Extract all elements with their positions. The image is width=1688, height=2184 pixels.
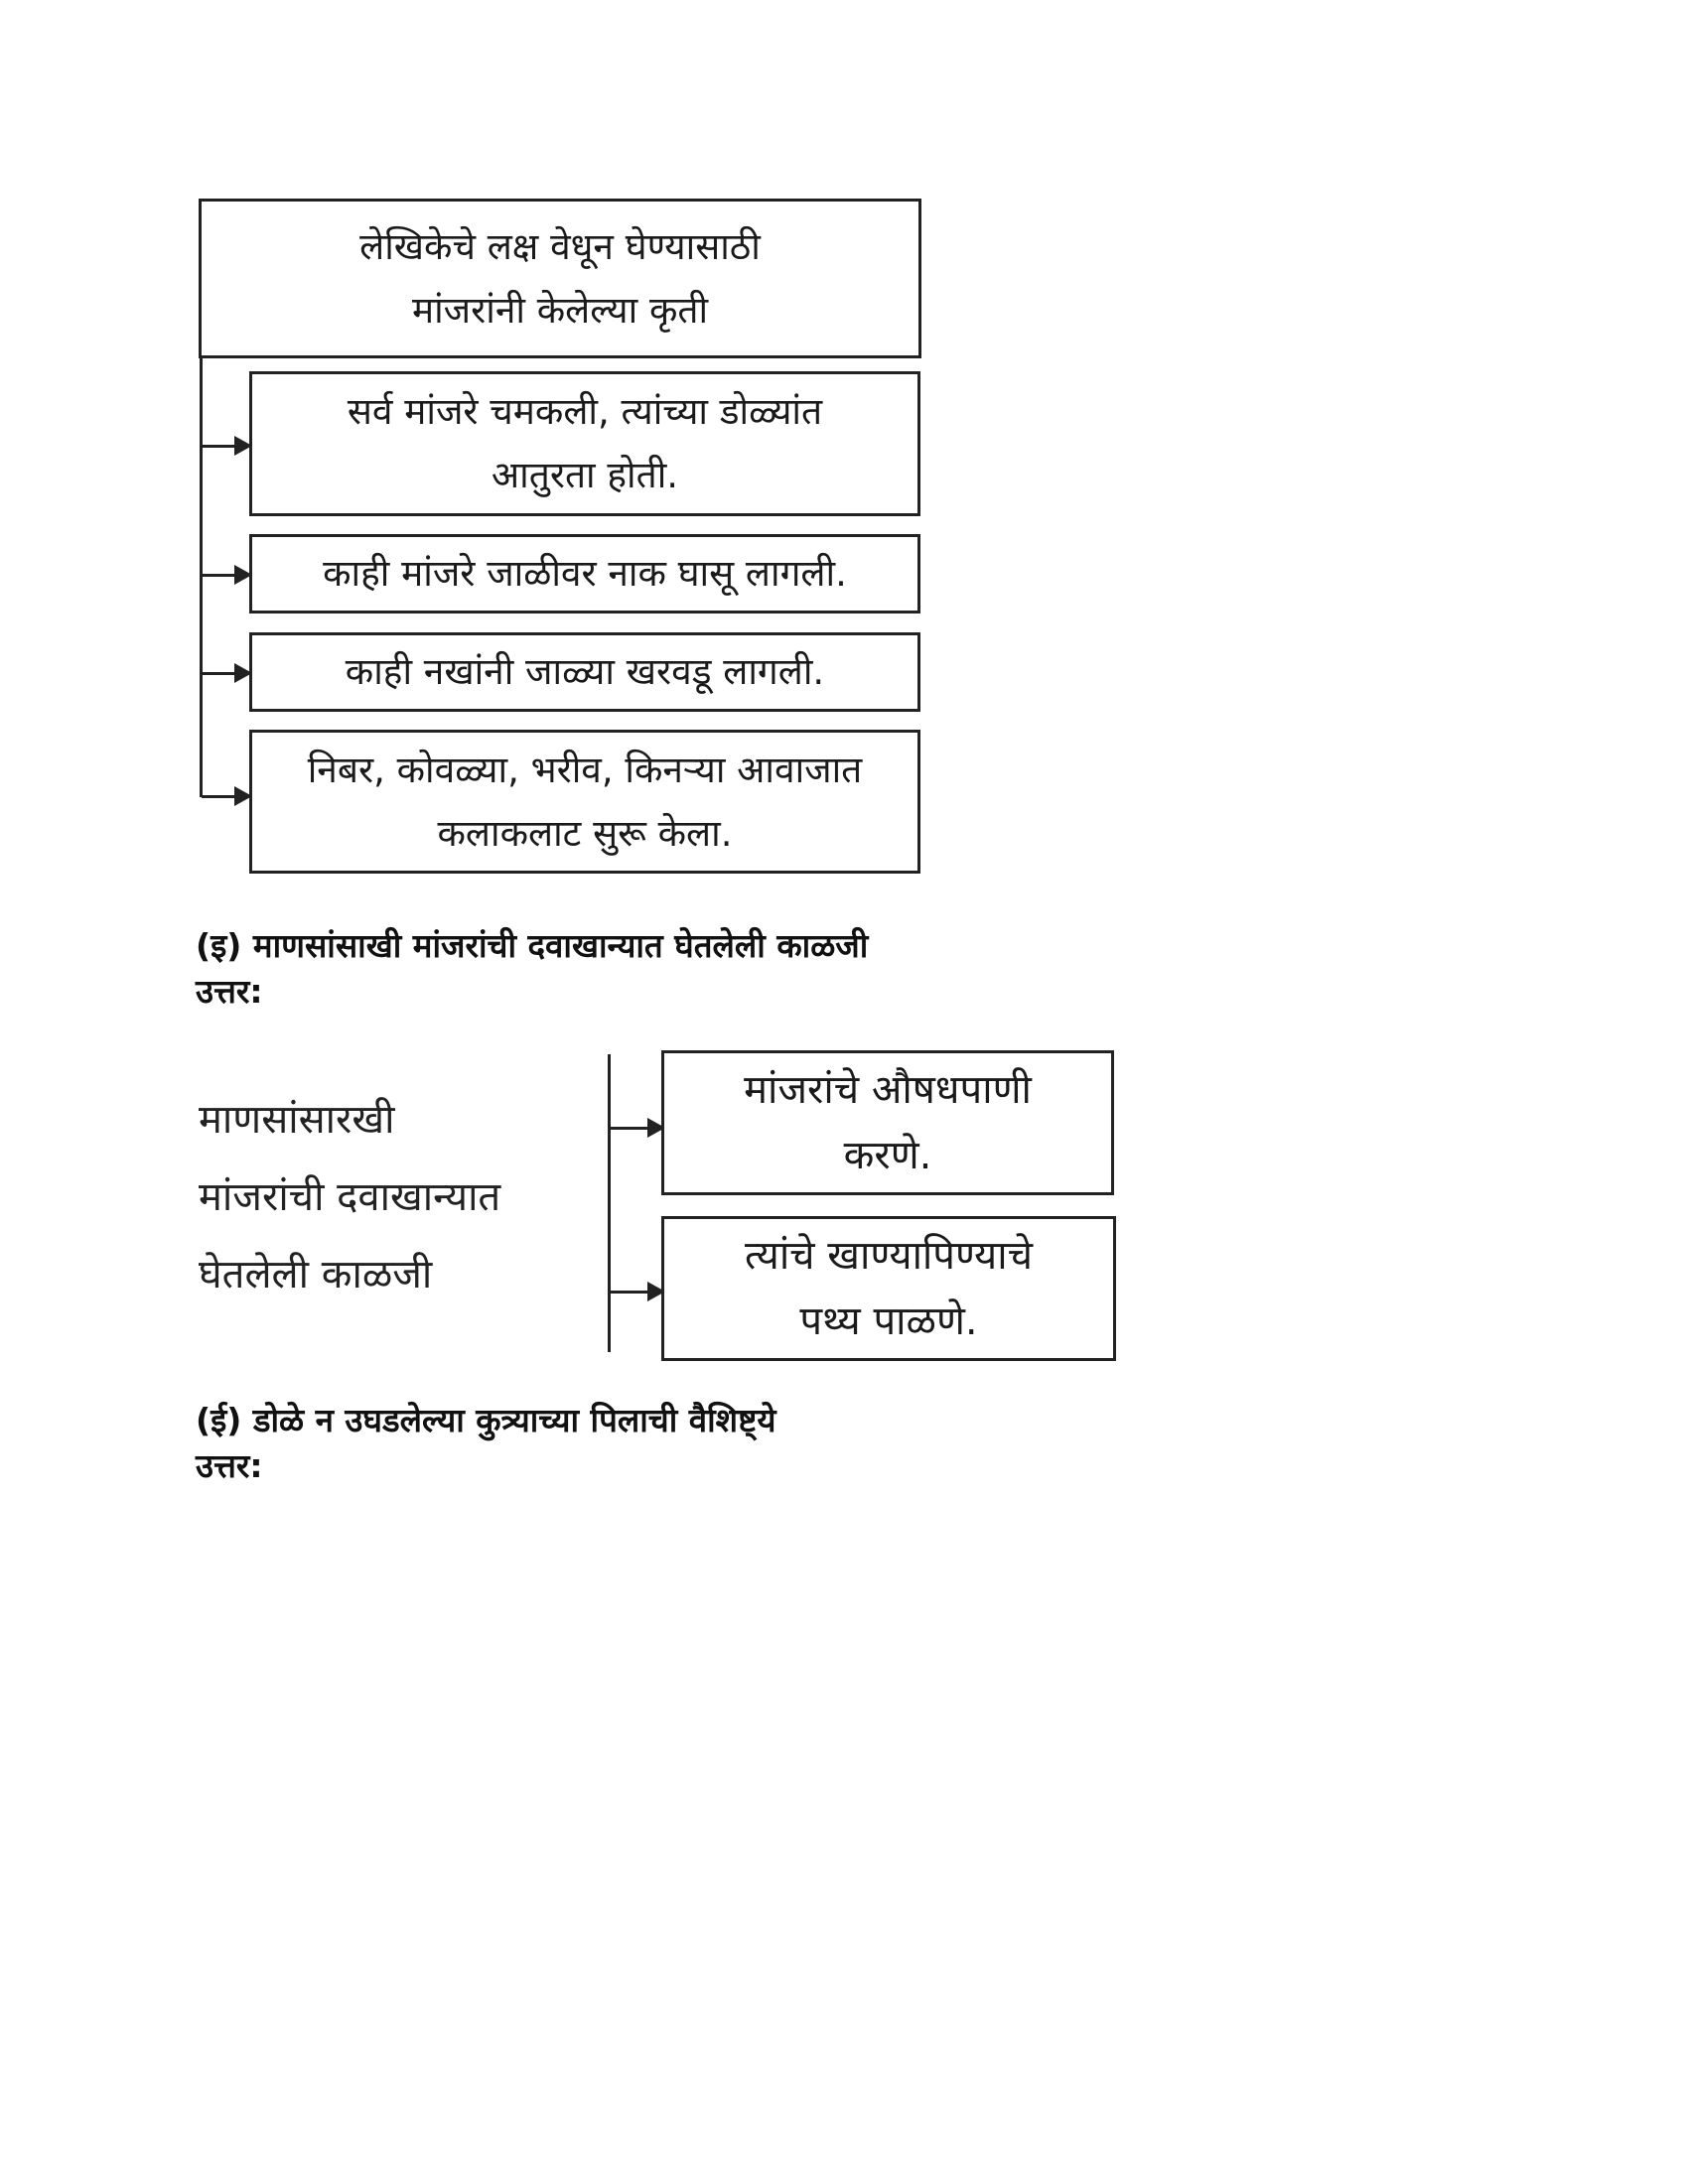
diagram1-item-1 — [249, 371, 920, 516]
diagram1-connector-line — [200, 357, 203, 797]
diagram2-label-line3: घेतलेली काळजी — [199, 1252, 433, 1297]
diagram1-arrow-4 — [202, 795, 248, 798]
diagram2-item-1 — [661, 1050, 1114, 1195]
diagram1-arrow-1 — [202, 445, 248, 448]
diagram1-item-2-text: काही मांजरे जाळीवर नाक घासू लागली. — [323, 552, 847, 595]
question-i-text: (इ) माणसांसाखी मांजरांची दवाखान्यात घेतलेली काळजी — [196, 926, 869, 965]
diagram2-label-line1: माणसांसारखी — [199, 1097, 395, 1143]
diagram2-label-line2: मांजरांची दवाखान्यात — [199, 1174, 501, 1220]
diagram2-item-1-line1: मांजरांचे औषधपाणी — [744, 1067, 1032, 1113]
diagram2-item-2-line1: त्यांचे खाण्यापिण्याचे — [745, 1233, 1033, 1279]
diagram1-item-1-line1: सर्व मांजरे चमकली, त्यांच्या डोळ्यांत — [347, 390, 823, 433]
question-ii-answer-label: उत्तर: — [196, 1446, 263, 1485]
diagram1-item-2 — [249, 534, 920, 614]
diagram1-header-line1: लेखिकेचे लक्ष वेधून घेण्यासाठी — [359, 224, 761, 268]
diagram1-item-3-text: काही नखांनी जाळ्या खरवडू लागली. — [345, 650, 825, 693]
diagram1-item-4 — [249, 730, 920, 874]
diagram2-item-2-line2: पथ्य पाळणे. — [799, 1298, 978, 1344]
diagram1-arrow-3 — [202, 672, 248, 675]
diagram2-connector-line — [608, 1054, 611, 1352]
diagram1-item-4-line2: कलाकलाट सुरू केला. — [437, 811, 733, 855]
diagram1-header-line2: मांजरांनी केलेल्या कृती — [411, 288, 709, 332]
diagram1-item-4-line1: निबर, कोवळ्या, भरीव, किनऱ्या आवाजात — [307, 748, 863, 791]
diagram1-item-1-line2: आतुरता होती. — [491, 454, 679, 496]
question-i-answer-label: उत्तर: — [196, 972, 263, 1011]
diagram2-arrow-1 — [610, 1127, 661, 1130]
diagram2-arrow-2 — [610, 1291, 661, 1294]
diagram1-header-box — [199, 199, 921, 358]
diagram2-item-2 — [661, 1216, 1116, 1361]
diagram2-item-1-line2: करणे. — [843, 1133, 932, 1178]
diagram1-item-3 — [249, 632, 920, 712]
question-ii-text: (ई) डोळे न उघडलेल्या कुत्र्याच्या पिलाची वैशिष्ट्ये — [196, 1401, 776, 1439]
diagram1-arrow-2 — [202, 574, 248, 577]
